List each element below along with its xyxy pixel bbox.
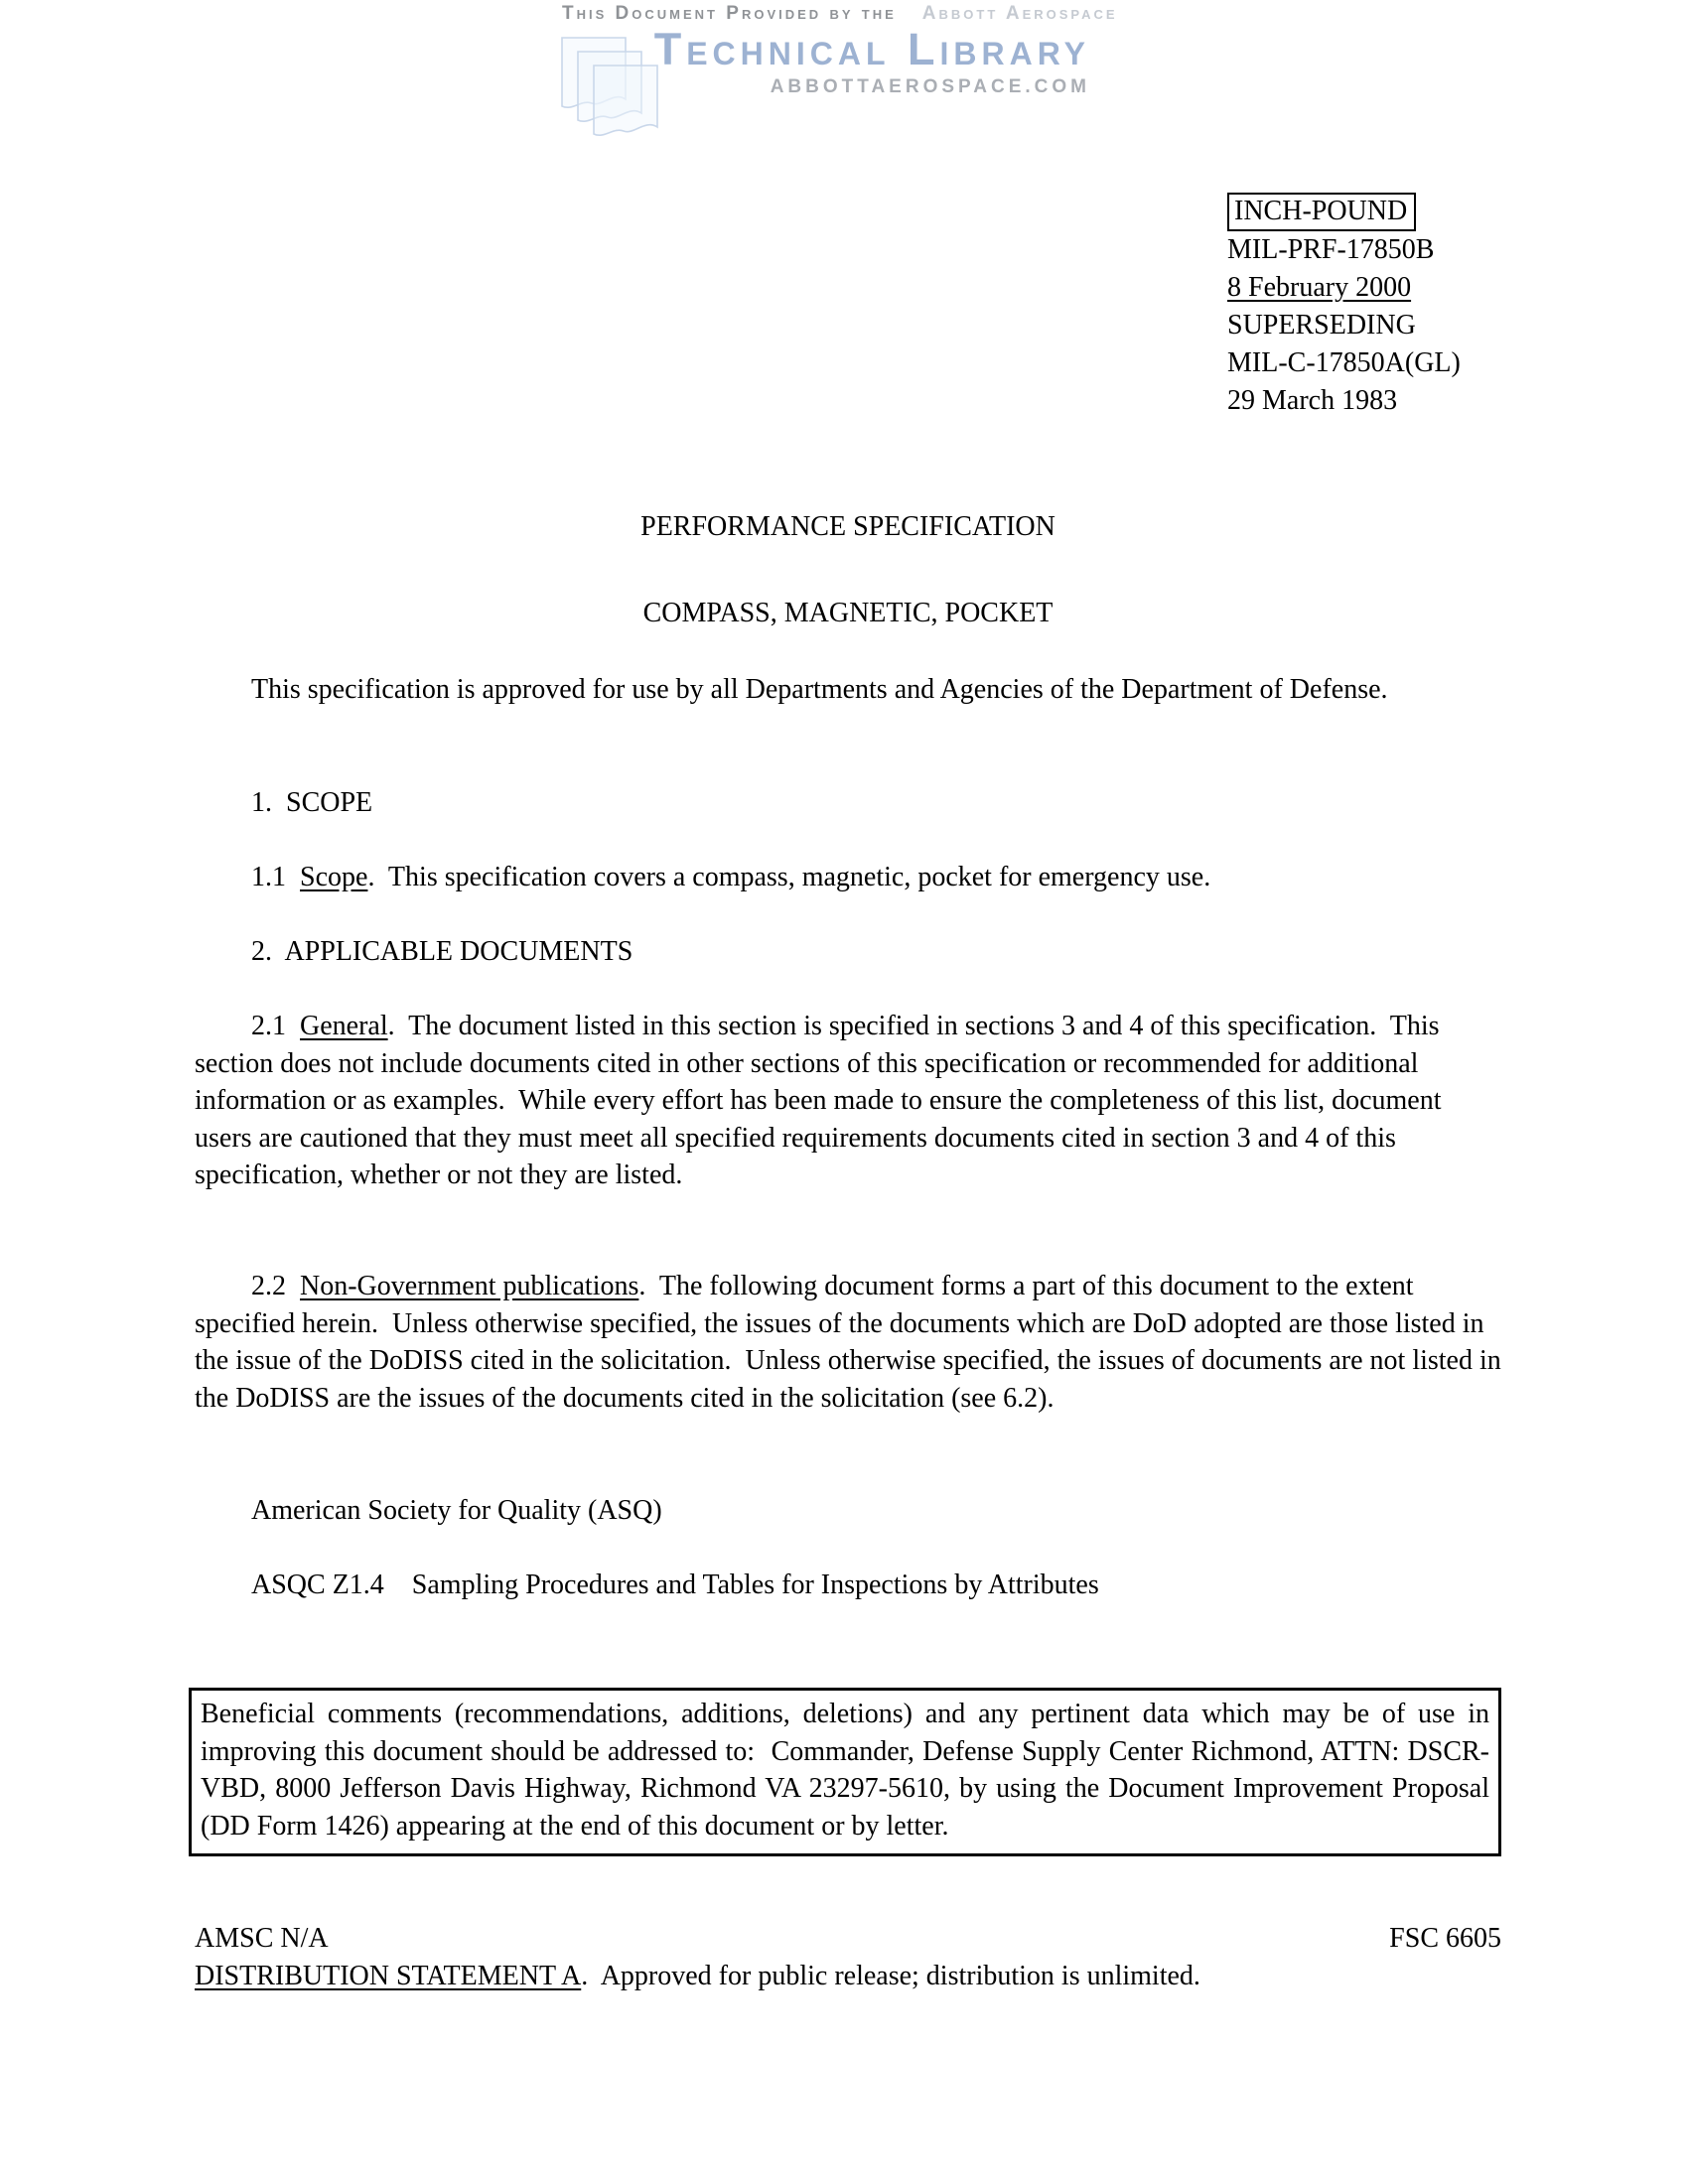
document-id-block [1227, 193, 1461, 420]
approval-paragraph: This specification is approved for use by all Departments and Agencies of the Department of Defense. [251, 674, 1388, 705]
section-2-1-paragraph [195, 1008, 1501, 1194]
watermark-website: ABBOTTAEROSPACE.COM [770, 76, 1090, 97]
watermark-header [562, 3, 1118, 97]
superseded-doc-number: MIL-C-17850A(GL) [1227, 347, 1461, 378]
distribution-statement [195, 1958, 1501, 1995]
amsc-code: AMSC N/A [195, 1923, 329, 1954]
beneficial-comments-box: Beneficial comments (recommendations, additions, deletions) and any pertinent data which may be of use in improving this document should be addressed to: Commander, Defense Supply Center Richmond, ATTN: DSCR-VBD, 8000 Jefferson Davis Highway, Richmond VA 23297-5610, by using the Document Improvement Proposal (DD Form 1426) appearing at the end of this document or by letter. [189, 1688, 1501, 1856]
text-segment: Scope [300, 862, 368, 892]
watermark-provided-by-text: This Document Provided by the [562, 3, 897, 24]
superseding-label: SUPERSEDING [1227, 310, 1416, 341]
text-segment: . Approved for public release; distribution is unlimited. [581, 1961, 1200, 1991]
text-segment: 2.1 [251, 1011, 300, 1041]
inch-pound-badge: INCH-POUND [1227, 193, 1416, 231]
doc-number: MIL-PRF-17850B [1227, 234, 1435, 265]
asqc-document-line: ASQC Z1.4 Sampling Procedures and Tables for Inspections by Attributes [251, 1570, 1099, 1600]
section-1-heading: 1. SCOPE [251, 787, 373, 818]
measurement-system-line [1227, 193, 1461, 231]
text-segment: DISTRIBUTION STATEMENT A [195, 1961, 582, 1991]
watermark-provided-by-line [562, 3, 1118, 24]
text-segment: 1.1 [251, 862, 300, 892]
section-2-2-paragraph [195, 1268, 1508, 1417]
superseded-doc-date: 29 March 1983 [1227, 385, 1398, 416]
watermark-brand-text: Abbott Aerospace [921, 3, 1118, 24]
section-2-heading: 2. APPLICABLE DOCUMENTS [251, 936, 633, 967]
asq-organization-line: American Society for Quality (ASQ) [251, 1495, 662, 1526]
text-segment: . The document listed in this section is specified in sections 3 and 4 of this specification. This section does not include documents cited in other sections of this specification or recommended for additional information or as examples. While every effort has been made to ensure the completeness of this list, document users are cautioned that they must meet all specified requirements documents cited in section 3 and 4 of this specification, whether or not they are listed. [195, 1011, 1449, 1190]
text-segment: . The following document forms a part of this document to the extent specified herein. Unless otherwise specified, the issues of the documents which are DoD adopted are those listed in the issue of the DoDISS cited in the solicitation. Unless otherwise specified, the issues of documents are not listed in the DoDISS are the issues of the documents cited in the solicitation (see 6.2). [195, 1271, 1508, 1414]
doc-date: 8 February 2000 [1227, 272, 1412, 303]
text-segment: . This specification covers a compass, magnetic, pocket for emergency use. [367, 862, 1211, 892]
text-segment: 2.2 [251, 1271, 300, 1301]
text-segment: General [300, 1011, 388, 1041]
watermark-library-title: Technical Library [653, 24, 1090, 74]
spec-type-title: PERFORMANCE SPECIFICATION [640, 511, 1055, 542]
text-segment: Non-Government publications [300, 1271, 639, 1301]
item-name-title: COMPASS, MAGNETIC, POCKET [642, 598, 1054, 628]
section-1-1-paragraph [195, 859, 1501, 896]
footer-codes-row [195, 1920, 1501, 1958]
fsc-code: FSC 6605 [1389, 1923, 1501, 1954]
